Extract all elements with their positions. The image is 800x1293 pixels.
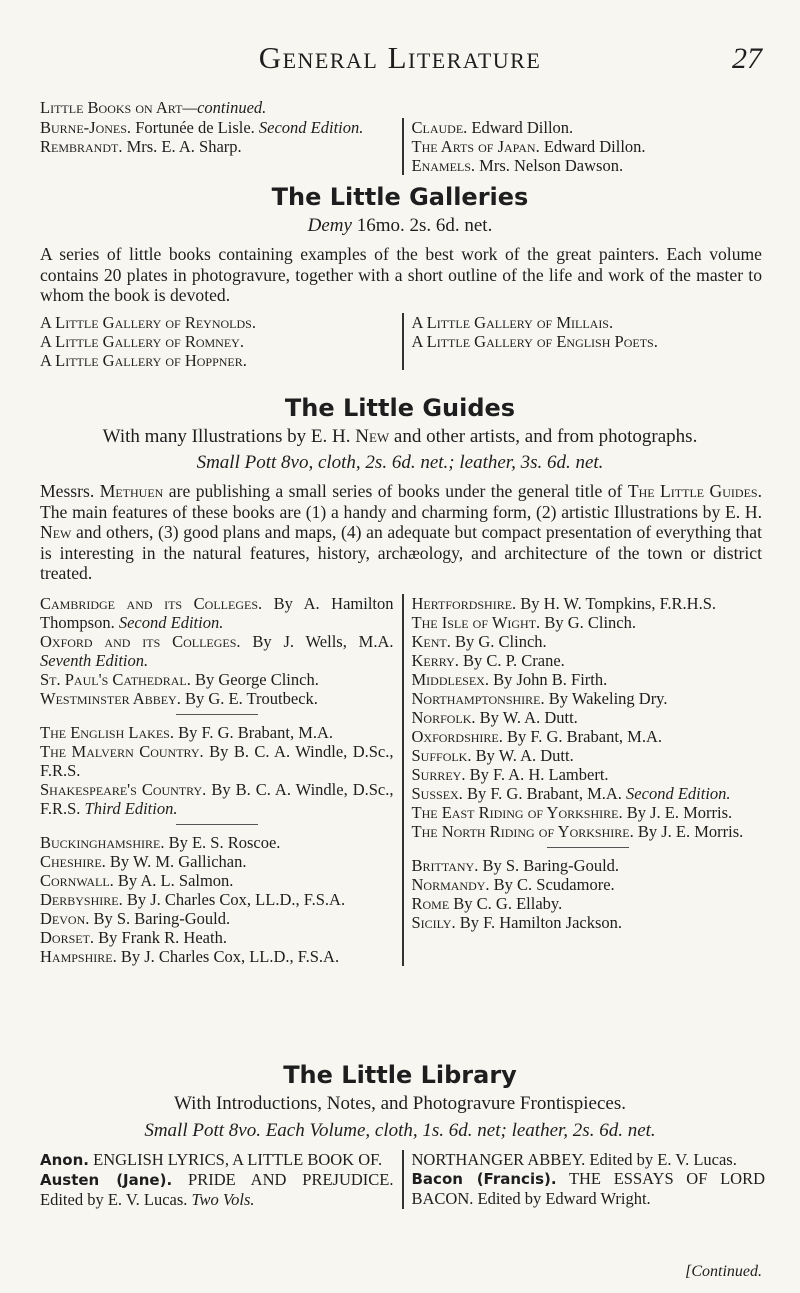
list-item: Suffolk. By W. A. Dutt.: [411, 746, 574, 765]
list-item: St. Paul's Cathedral. By George Clinch.: [40, 670, 319, 689]
list-item: Derbyshire. By J. Charles Cox, LL.D., F.S.A.: [40, 890, 346, 909]
list-item: Middlesex. By John B. Firth.: [411, 670, 608, 689]
page-number: 27: [732, 42, 762, 75]
divider: [176, 824, 258, 825]
guides-price: Small Pott 8vo, cloth, 2s. 6d. net.; leather, 3s. 6d. net.: [196, 452, 604, 473]
page-header: [0, 40, 800, 80]
list-item: Westminster Abbey. By G. E. Troutbeck.: [40, 689, 318, 708]
list-item: The English Lakes. By F. G. Brabant, M.A.: [40, 723, 334, 742]
list-item: Dorset. By Frank R. Heath.: [40, 928, 227, 947]
guides-subtitle: With many Illustrations by E. H. New and other artists, and from photographs.: [102, 426, 698, 447]
guides-title: The Little Guides: [284, 394, 516, 422]
galleries-right-column: [402, 313, 766, 370]
list-item: Northamptonshire. By Wakeling Dry.: [411, 689, 668, 708]
guides-description: Messrs. Methuen are publishing a small series of books under the general title of The Little Guides. The main features of these books are (1) a handy and charming form, (2) artistic Illustrations by E. H. New and others, (3) good plans and maps, (4) an adequate but compact presentation of everything that is interesting in the natural features, history, archæology, and architecture of the town or district treated.: [40, 481, 762, 583]
library-title: The Little Library: [283, 1061, 517, 1089]
list-item: Claude. Edward Dillon.: [411, 118, 574, 137]
library-subtitle: With Introductions, Notes, and Photogravure Frontispieces.: [174, 1093, 626, 1114]
list-item: A Little Gallery of Romney.: [40, 332, 244, 351]
library-list: [40, 1150, 765, 1209]
list-item: NORTHANGER ABBEY. Edited by E. V. Lucas.: [411, 1150, 737, 1169]
art-continued-list: [40, 118, 765, 175]
list-item: The Arts of Japan. Edward Dillon.: [411, 137, 646, 156]
list-item: A Little Gallery of English Poets.: [411, 332, 658, 351]
list-item: Hampshire. By J. Charles Cox, LL.D., F.S.A.: [40, 947, 340, 966]
list-item: Shakespeare's Country. By B. C. A. Windle, D.Sc., F.R.S. Third Edition.: [40, 780, 394, 818]
list-item: Sussex. By F. G. Brabant, M.A. Second Edition.: [411, 784, 731, 803]
galleries-list: [40, 313, 765, 370]
continued-note: [Continued.: [685, 1263, 762, 1280]
list-item: The North Riding of Yorkshire. By J. E. Morris.: [411, 822, 744, 841]
list-item: Surrey. By F. A. H. Lambert.: [411, 765, 609, 784]
guides-right-column: [402, 594, 766, 966]
guides-left-column: [40, 594, 402, 966]
list-item: Anon. ENGLISH LYRICS, A LITTLE BOOK OF.: [40, 1150, 383, 1169]
list-item: The Malvern Country. By B. C. A. Windle, D.Sc., F.R.S.: [40, 742, 394, 780]
list-item: A Little Gallery of Reynolds.: [40, 313, 256, 332]
list-item: Cheshire. By W. M. Gallichan.: [40, 852, 247, 871]
list-item: Buckinghamshire. By E. S. Roscoe.: [40, 833, 281, 852]
list-item: A Little Gallery of Millais.: [411, 313, 614, 332]
list-item: Hertfordshire. By H. W. Tompkins, F.R.H.S.: [411, 594, 717, 613]
list-item: Bacon (Francis). THE ESSAYS OF LORD BACON. Edited by Edward Wright.: [411, 1169, 765, 1208]
list-item: Rembrandt. Mrs. E. A. Sharp.: [40, 137, 242, 156]
list-item: Enamels. Mrs. Nelson Dawson.: [411, 156, 624, 175]
guides-list: [40, 594, 765, 966]
list-item: Burne-Jones. Fortunée de Lisle. Second Edition.: [40, 118, 364, 137]
library-left-column: [40, 1150, 402, 1209]
list-item: Austen (Jane). PRIDE AND PREJUDICE. Edited by E. V. Lucas. Two Vols.: [40, 1170, 394, 1209]
list-item: Oxford and its Colleges. By J. Wells, M.A. Seventh Edition.: [40, 632, 394, 670]
divider: [176, 714, 258, 715]
list-item: Devon. By S. Baring-Gould.: [40, 909, 231, 928]
library-right-column: [402, 1150, 766, 1209]
list-item: Kerry. By C. P. Crane.: [411, 651, 565, 670]
list-item: Rome By C. G. Ellaby.: [411, 894, 563, 913]
list-item: Cornwall. By A. L. Salmon.: [40, 871, 234, 890]
list-item: Normandy. By C. Scudamore.: [411, 875, 615, 894]
galleries-price: Demy 16mo. 2s. 6d. net.: [307, 215, 493, 236]
running-title: General Literature: [258, 40, 542, 75]
galleries-left-column: [40, 313, 402, 370]
library-price: Small Pott 8vo. Each Volume, cloth, 1s. 6d. net; leather, 2s. 6d. net.: [144, 1120, 656, 1141]
list-item: Cambridge and its Colleges. By A. Hamilton Thompson. Second Edition.: [40, 594, 394, 632]
list-item: The East Riding of Yorkshire. By J. E. Morris.: [411, 803, 733, 822]
list-item: Sicily. By F. Hamilton Jackson.: [411, 913, 623, 932]
art-continued-heading: Little Books on Art—continued.: [40, 98, 267, 117]
art-left-column: [40, 118, 402, 175]
list-item: Kent. By G. Clinch.: [411, 632, 547, 651]
list-item: Norfolk. By W. A. Dutt.: [411, 708, 578, 727]
list-item: A Little Gallery of Hoppner.: [40, 351, 247, 370]
list-item: Oxfordshire. By F. G. Brabant, M.A.: [411, 727, 662, 746]
divider: [547, 847, 629, 848]
galleries-title: The Little Galleries: [271, 183, 529, 211]
list-item: The Isle of Wight. By G. Clinch.: [411, 613, 636, 632]
art-right-column: [402, 118, 766, 175]
list-item: Brittany. By S. Baring-Gould.: [411, 856, 620, 875]
galleries-description: A series of little books containing examples of the best work of the great painters. Each volume contains 20 plates in photogravure, together with a short outline of the life and work of the master to whom the book is devoted.: [40, 244, 762, 305]
